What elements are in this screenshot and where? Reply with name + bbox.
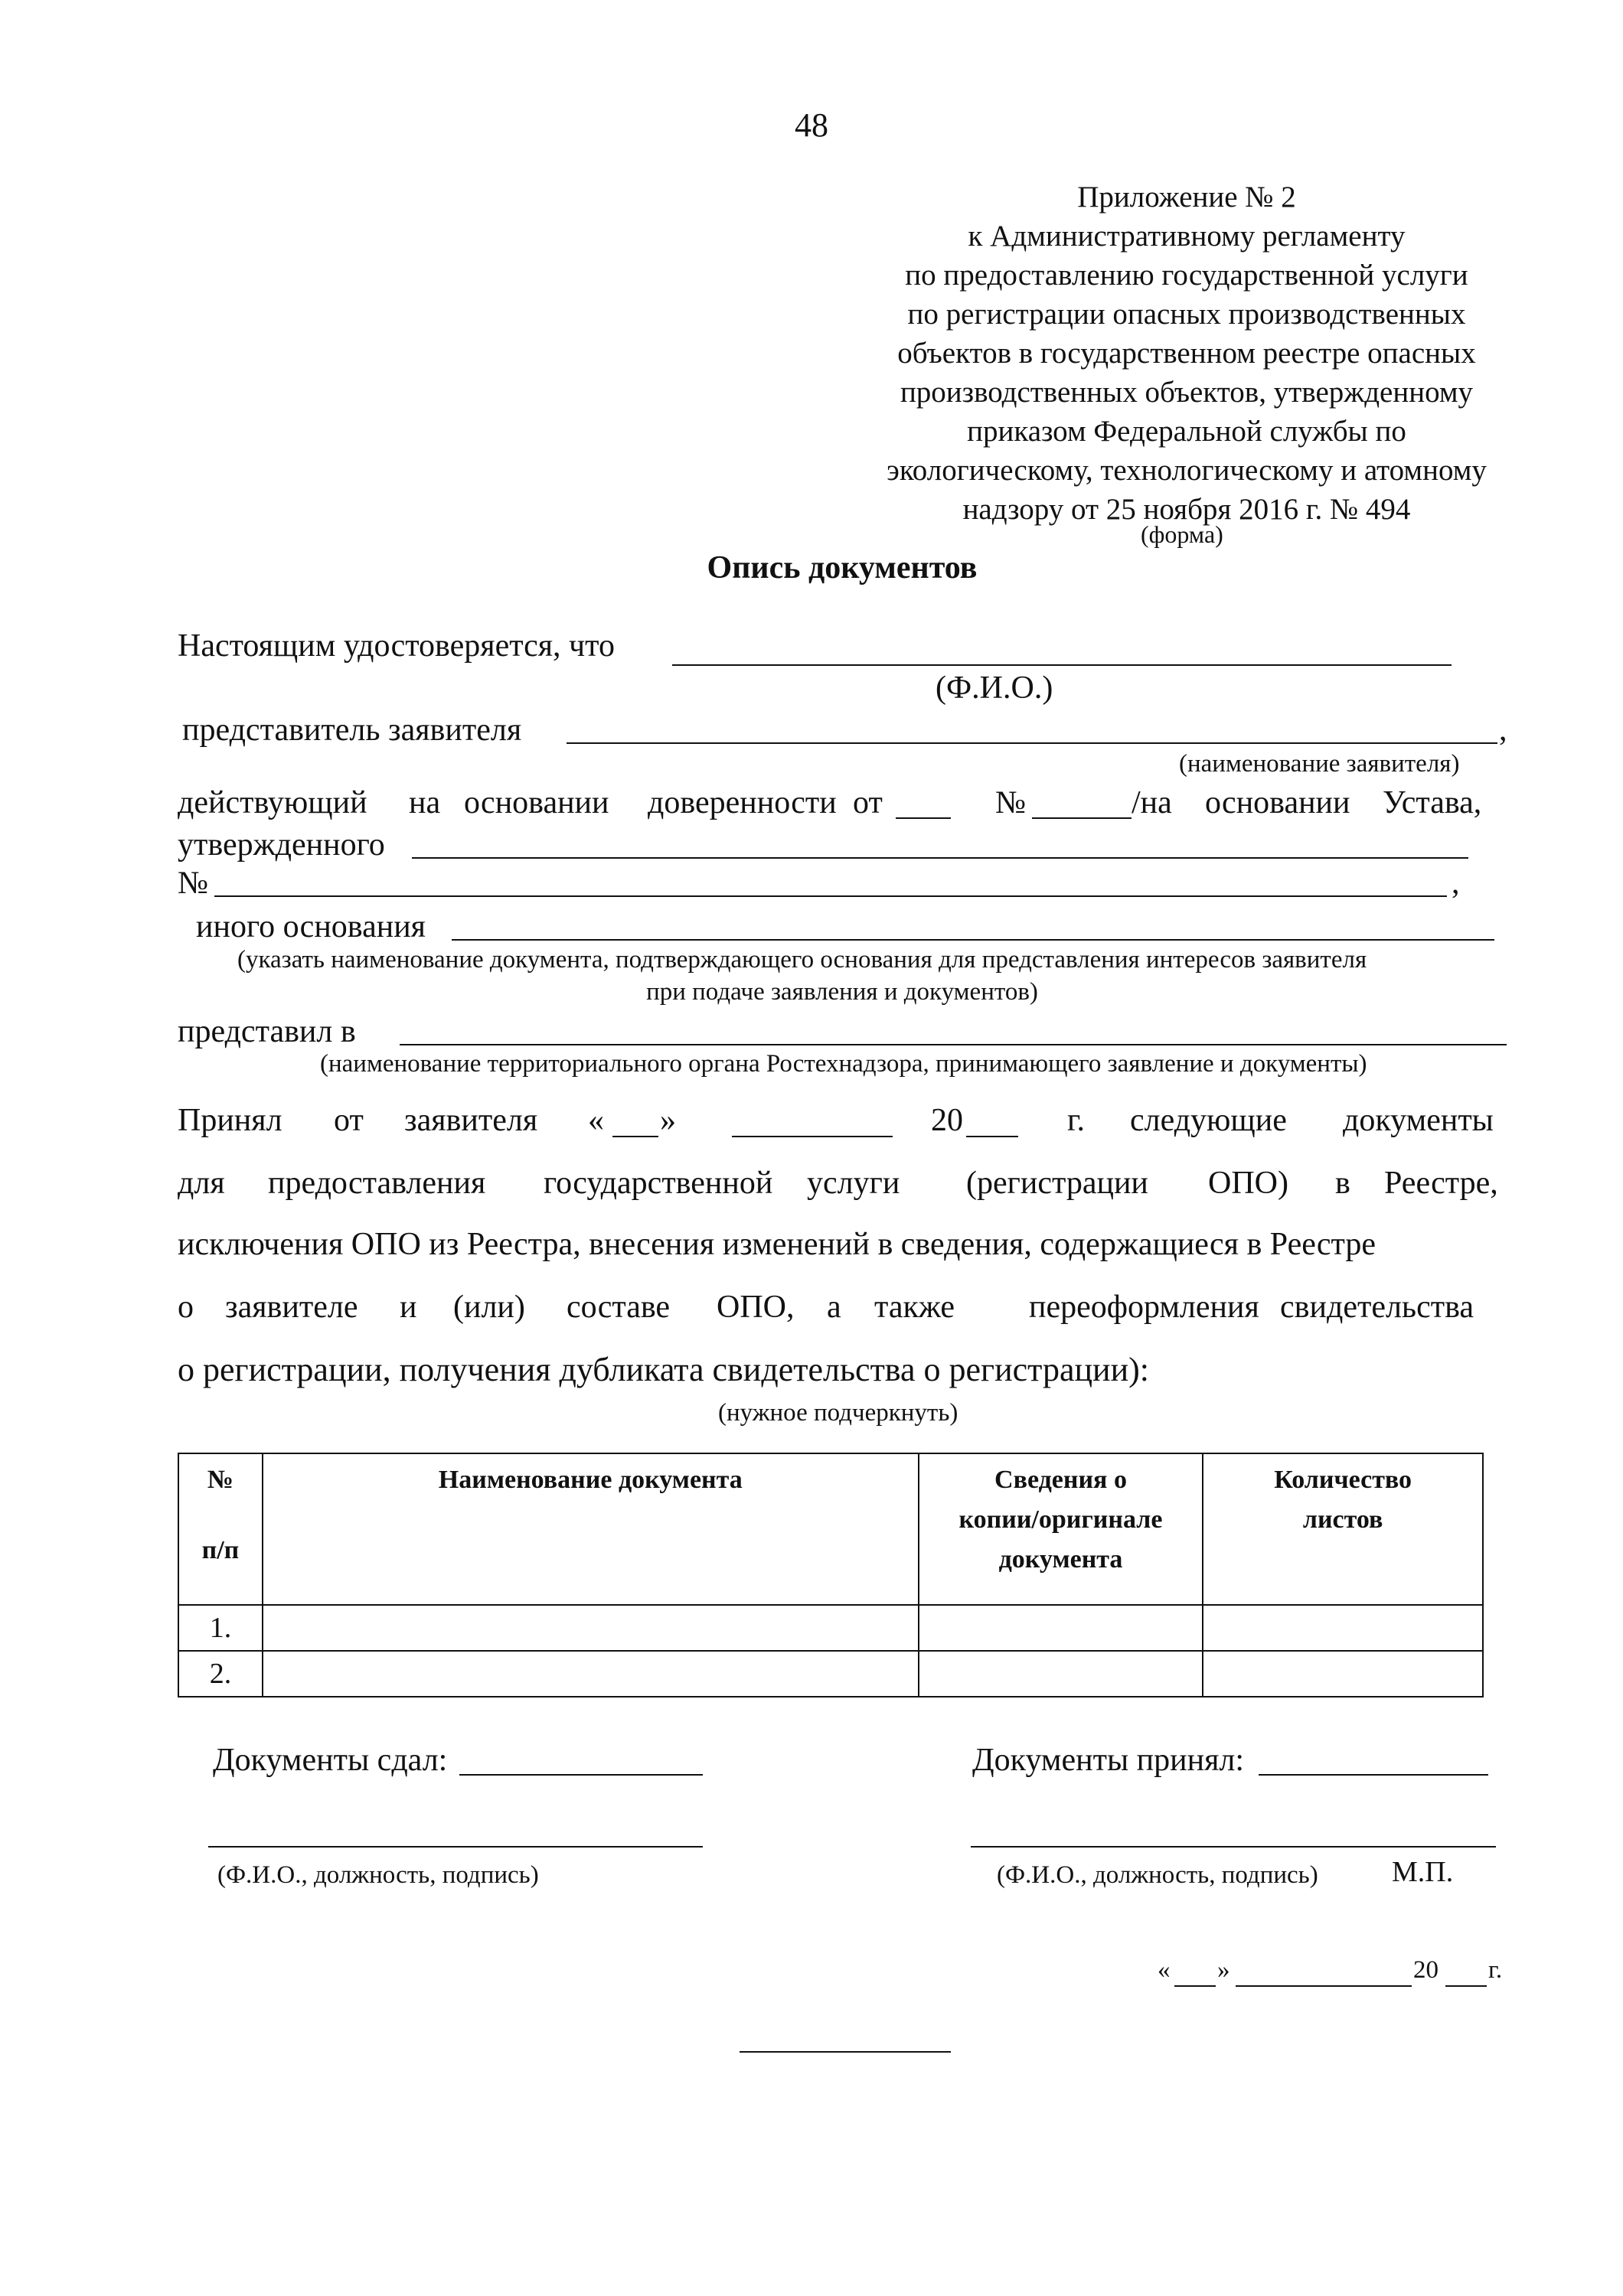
appendix-line: объектов в государственном реестре опасных	[897, 337, 1476, 370]
accepted-word: (или)	[453, 1290, 525, 1325]
comma: ,	[1499, 713, 1507, 748]
comma: ,	[1452, 866, 1460, 901]
acting-word: на	[409, 785, 441, 820]
accept-month-field[interactable]	[732, 1136, 893, 1137]
proxy-number-field[interactable]	[1032, 817, 1132, 819]
row-number: 2.	[178, 1651, 263, 1697]
date-year-field[interactable]	[1445, 1985, 1487, 1987]
document-name-cell[interactable]	[263, 1651, 919, 1697]
number-sign: №	[178, 866, 209, 901]
accepted-word: о	[178, 1290, 194, 1325]
copy-original-cell[interactable]	[919, 1651, 1203, 1697]
accepted-word: ОПО)	[1208, 1166, 1288, 1201]
accepted-word: составе	[567, 1290, 671, 1325]
stamp-place: М.П.	[1392, 1856, 1454, 1888]
proxy-date-field[interactable]	[896, 817, 951, 819]
acting-word: действующий	[178, 785, 367, 820]
appendix-line: по предоставлению государственной услуги	[905, 259, 1468, 292]
acting-word: основании	[1205, 785, 1350, 820]
other-basis-hint: при подаче заявления и документов)	[646, 978, 1038, 1006]
fio-field[interactable]	[672, 664, 1452, 666]
sheet-count-cell[interactable]	[1203, 1651, 1483, 1697]
appendix-line: производственных объектов, утвержденному	[900, 376, 1474, 409]
submitted-label: представил в	[178, 1014, 356, 1049]
charter-approved-field[interactable]	[412, 857, 1468, 859]
header-text: Количество	[1274, 1466, 1412, 1494]
date-close-quote: »	[1217, 1956, 1230, 1984]
documents-table	[178, 1453, 1484, 1698]
acting-word: доверенности	[648, 785, 837, 820]
accepted-word: Принял	[178, 1103, 282, 1138]
accepted-word: также	[874, 1290, 955, 1325]
accept-year-field[interactable]	[966, 1136, 1018, 1137]
accepted-word: от	[334, 1103, 364, 1138]
document-name-cell[interactable]	[263, 1605, 919, 1651]
date-year-suffix: г.	[1488, 1956, 1503, 1984]
accepted-word: г.	[1067, 1103, 1085, 1138]
date-month-field[interactable]	[1236, 1985, 1412, 1987]
other-basis-label: иного основания	[196, 909, 426, 944]
accepted-word: государственной	[544, 1166, 773, 1201]
accepted-word: »	[660, 1103, 676, 1138]
charter-number-field[interactable]	[214, 895, 1447, 897]
header-text: копии/оригинале	[958, 1505, 1163, 1534]
applicant-hint: (наименование заявителя)	[1179, 750, 1460, 778]
sheet-count-cell[interactable]	[1203, 1605, 1483, 1651]
accepted-word: предоставления	[268, 1166, 486, 1201]
column-header-number	[178, 1453, 263, 1605]
handed-fio-hint: (Ф.И.О., должность, подпись)	[217, 1861, 539, 1889]
accept-day-field[interactable]	[612, 1136, 658, 1137]
column-header-count	[1203, 1453, 1483, 1605]
appendix-line: Приложение № 2	[1077, 181, 1296, 214]
fio-hint: (Ф.И.О.)	[936, 670, 1053, 706]
appendix-line: к Административному регламенту	[968, 220, 1406, 253]
accepted-word: переоформления	[1029, 1290, 1259, 1325]
appendix-line: надзору от 25 ноября 2016 г. № 494	[962, 493, 1411, 526]
appendix-line: экологическому, технологическому и атомному	[887, 454, 1487, 487]
form-note: (форма)	[1141, 520, 1223, 548]
document-title: Опись документов	[707, 550, 978, 585]
accepted-word: ОПО,	[717, 1290, 795, 1325]
table-row	[178, 1605, 1483, 1651]
accepted-word: заявителе	[225, 1290, 358, 1325]
authority-hint: (наименование территориального органа Ростехнадзора, принимающего заявление и документы)	[320, 1050, 1367, 1078]
row-number: 1.	[178, 1605, 263, 1651]
underline-hint: (нужное подчеркнуть)	[718, 1399, 958, 1427]
acting-word: Устава,	[1383, 785, 1482, 820]
applicant-name-field[interactable]	[567, 742, 1497, 744]
copy-original-cell[interactable]	[919, 1605, 1203, 1651]
approved-label: утвержденного	[178, 827, 385, 863]
accepted-word: заявителя	[404, 1103, 538, 1138]
column-header-name: Наименование документа	[263, 1453, 919, 1605]
accepted-word: «	[588, 1103, 604, 1138]
accepted-word: (регистрации	[966, 1166, 1148, 1201]
date-open-quote: «	[1158, 1956, 1171, 1984]
handed-signature-field[interactable]	[459, 1774, 703, 1776]
header-text: документа	[998, 1545, 1123, 1574]
header-text: листов	[1302, 1505, 1383, 1534]
handed-label: Документы сдал:	[213, 1743, 448, 1778]
accepted-line: о регистрации, получения дубликата свидетельства о регистрации):	[178, 1351, 1149, 1388]
table-row	[178, 1651, 1483, 1697]
accepted-word: а	[827, 1290, 841, 1325]
appendix-line: по регистрации опасных производственных	[907, 298, 1466, 331]
accepted-word: и	[400, 1290, 417, 1325]
accepted-word: следующие	[1130, 1103, 1287, 1138]
accepted-word: документы	[1343, 1103, 1494, 1138]
acting-word: от	[853, 785, 883, 820]
appendix-header	[842, 178, 1531, 529]
authority-field[interactable]	[400, 1044, 1507, 1045]
acting-word: /на	[1132, 785, 1172, 820]
received-fio-field[interactable]	[971, 1846, 1496, 1848]
date-year-prefix: 20	[1413, 1956, 1438, 1984]
accepted-word: услуги	[807, 1166, 900, 1201]
representative-label: представитель заявителя	[182, 713, 522, 748]
page-number: 48	[795, 106, 828, 144]
other-basis-field[interactable]	[452, 939, 1494, 941]
accepted-word: свидетельства	[1280, 1290, 1474, 1325]
accepted-line: исключения ОПО из Реестра, внесения изменений в сведения, содержащиеся в Реестре	[178, 1227, 1376, 1262]
header-text: №	[207, 1466, 234, 1494]
accepted-word: 20	[931, 1103, 963, 1138]
received-fio-hint: (Ф.И.О., должность, подпись)	[997, 1861, 1318, 1889]
accepted-word: в	[1335, 1166, 1350, 1201]
date-day-field[interactable]	[1174, 1985, 1216, 1987]
header-text: п/п	[201, 1536, 240, 1564]
received-label: Документы принял:	[972, 1743, 1245, 1778]
accepted-word: Реестре,	[1384, 1166, 1498, 1201]
acting-word: основании	[464, 785, 609, 820]
certify-label: Настоящим удостоверяется, что	[178, 628, 615, 664]
acting-word: №	[995, 785, 1027, 820]
received-signature-field[interactable]	[1259, 1774, 1488, 1776]
appendix-line: приказом Федеральной службы по	[967, 415, 1406, 448]
closing-separator	[740, 2051, 951, 2053]
header-text: Сведения о	[994, 1466, 1127, 1494]
other-basis-hint: (указать наименование документа, подтверждающего основания для представления интересов заявителя	[237, 946, 1367, 974]
accepted-word: для	[178, 1166, 225, 1201]
handed-fio-field[interactable]	[208, 1846, 703, 1848]
column-header-info	[919, 1453, 1203, 1605]
